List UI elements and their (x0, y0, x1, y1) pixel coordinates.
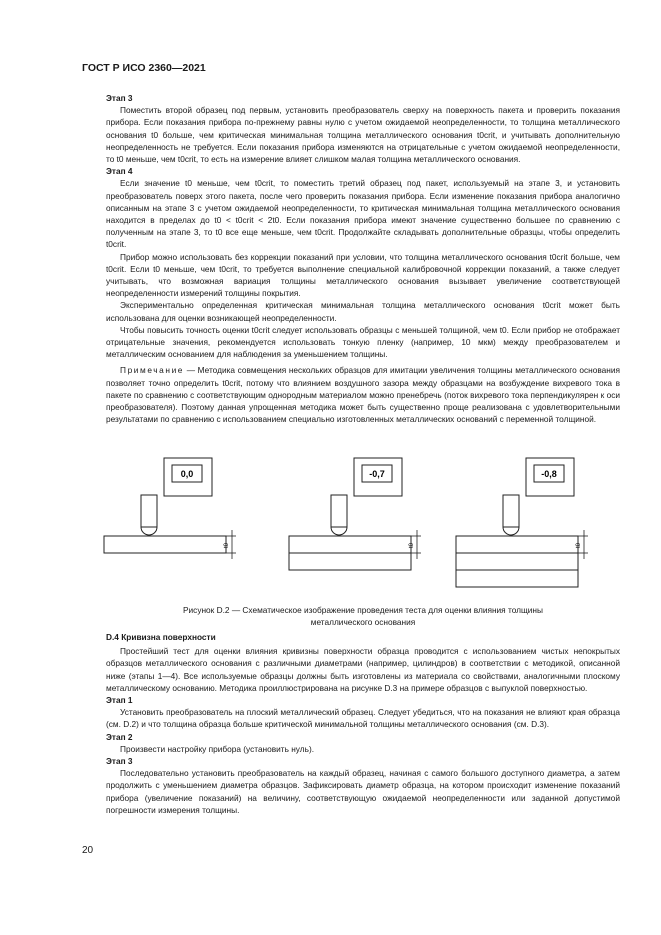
sample-stack-3-middle (456, 553, 578, 570)
dim-label-3: t0 (576, 542, 582, 548)
sample-stack-2-top (289, 536, 411, 553)
sample-stack-3-bottom (456, 570, 578, 587)
probe-1 (141, 495, 157, 527)
paragraph-correction: Прибор можно использовать без коррекции показаний при условии, что толщина металлического основания t0crit больше, чем t0crit. Если t0 меньше, чем t0crit, то требуется выполнение специальной калибровочной коррекции показаний, а также следует учитывать, что возможная вариация толщины металлического основания вызывает увеличение соответствующей неопределенности измерений толщины покрытия. (106, 251, 620, 299)
page-number: 20 (82, 845, 94, 856)
d4-stage1-text: Установить преобразователь на плоский металлический образец. Следует убедиться, что на показания не влияют края образца (см. D.2) и что толщина образца больше критической минимальной толщины металлического основания (см. D.3). (106, 707, 620, 730)
setup-3 (456, 458, 588, 587)
d4-intro: Простейший тест для оценки влияния кривизны поверхности образца проводится с использованием чистых непокрытых образцов металлического основания с различными диаметрами (например, цилиндров) в соответствии с методикой, описанной ниже (этапы 1—4). Все используемые образцы должны быть изготовлены из материала со свойствами, аналогичными плоскому металлическому основанию. Методика проиллюстрирована на рисунке D.3 на примере образцов с выпуклой поверхностью. (106, 646, 620, 693)
setup-1 (104, 458, 236, 559)
figure-caption-line2: металлического основания (310, 617, 416, 627)
d4-stage2-title: Этап 2 (106, 731, 133, 742)
stage4-text: Если значение t0 меньше, чем t0crit, то поместить третий образец под пакет, используемый на этапе 3, и установить преобразователь поверх этого пакета, после чего проверить показания прибора. Если изменение показания прибора аналогично описанным на этапе 3 с учетом ожидаемой неопределенности, то критическая минимальная толщина металлического основания находится в пределах до t0 < t0crit < 2t0. Если показания прибора имеют значение существенно большее по сравнению с полученным на этапе 3, то t0 все еще меньше, чем t0crit. Продолжайте складывать дополнительные образцы, чтобы определить t0crit. (106, 178, 620, 250)
section-d4-title: D.4 Кривизна поверхности (106, 632, 216, 642)
paragraph-accuracy: Чтобы повысить точность оценки t0crit следует использовать образцы с меньшей толщиной, чем t0. Если прибор не отображает отрицательные значения, рекомендуется использовать тонкую пленку (например, 10 мкм) между преобразователем и металлическим основанием для наблюдения за уменьшением толщины. (106, 324, 620, 360)
document-header: ГОСТ Р ИСО 2360—2021 (82, 62, 206, 74)
setup-2 (289, 458, 421, 570)
stage3-text: Поместить второй образец под первым, установить преобразователь сверху на поверхность пакета и проверить показания прибора. Если показания прибора по-прежнему равны нулю с учетом ожидаемой неопределенности, то толщина металлического основания t0 больше, чем критическая минимальная толщина металлического основания t0crit, и учитывать дополнительную неопределенность не требуется. Если показания прибора изменяются на отрицательные с учетом ожидаемой неопределенности, то t0 меньше, чем t0crit, то есть на измерение влияет слишком малая толщина металлического основания. (106, 105, 620, 165)
d4-stage3-text: Последовательно установить преобразователь на каждый образец, начиная с самого большого доступного диаметра, а затем продолжить с уменьшением диаметра образцов. Зафиксировать диаметр образца, на котором происходит изменение показаний прибора (увеличение показаний) на величину, соответствующую ожидаемой неопределенности или заданной допустимой погрешности измерения толщины. (106, 768, 620, 815)
dim-label-2: t0 (409, 542, 415, 548)
stage4-title: Этап 4 (106, 166, 133, 177)
figure-d2 (96, 452, 606, 604)
d4-stage3-title: Этап 3 (106, 756, 133, 767)
d4-stage1-title: Этап 1 (106, 695, 133, 706)
figure-caption-line1: Рисунок D.2 — Схематическое изображение проведения теста для оценки влияния толщины (183, 605, 543, 615)
meter-reading-3: -0,8 (541, 469, 557, 479)
note-text: — Методика совмещения нескольких образцов для имитации увеличения толщины металлического основания позволяет точно определить t0crit, потому что влиянием воздушного зазора между образцами на возбуждение вихревого тока в пакете по сравнению с соответствующим однородным материалом можно пренебречь (поток вихревого тока перпендикулярен к оси преобразователя). Поэтому данная упрощенная методика может быть существенно проще реализована с удовлетворительными результатами по сравнению с использованием специально изготовленных металлических оснований с переменной толщиной. (106, 365, 620, 425)
stage3-title: Этап 3 (106, 93, 133, 103)
note-label: Примечание (120, 365, 185, 376)
meter-reading-2: -0,7 (369, 469, 385, 479)
paragraph-experimental: Экспериментально определенная критическая минимальная толщина металлического основания t0crit может быть использована для оценки возникающей неопределенности. (106, 300, 620, 323)
note (106, 364, 620, 425)
main-text-block (106, 92, 620, 425)
dim-label-1: t0 (224, 542, 230, 548)
sample-stack-1 (104, 536, 226, 553)
sample-stack-2-bottom (289, 553, 411, 570)
d4-stage2-text: Произвести настройку прибора (установить нуль). (120, 743, 315, 754)
meter-reading-1: 0,0 (180, 469, 194, 479)
section-d4-block (106, 631, 620, 816)
sample-stack-3-top (456, 536, 578, 553)
figure-caption (106, 604, 620, 628)
probe-2 (331, 495, 347, 527)
probe-3 (503, 495, 519, 527)
